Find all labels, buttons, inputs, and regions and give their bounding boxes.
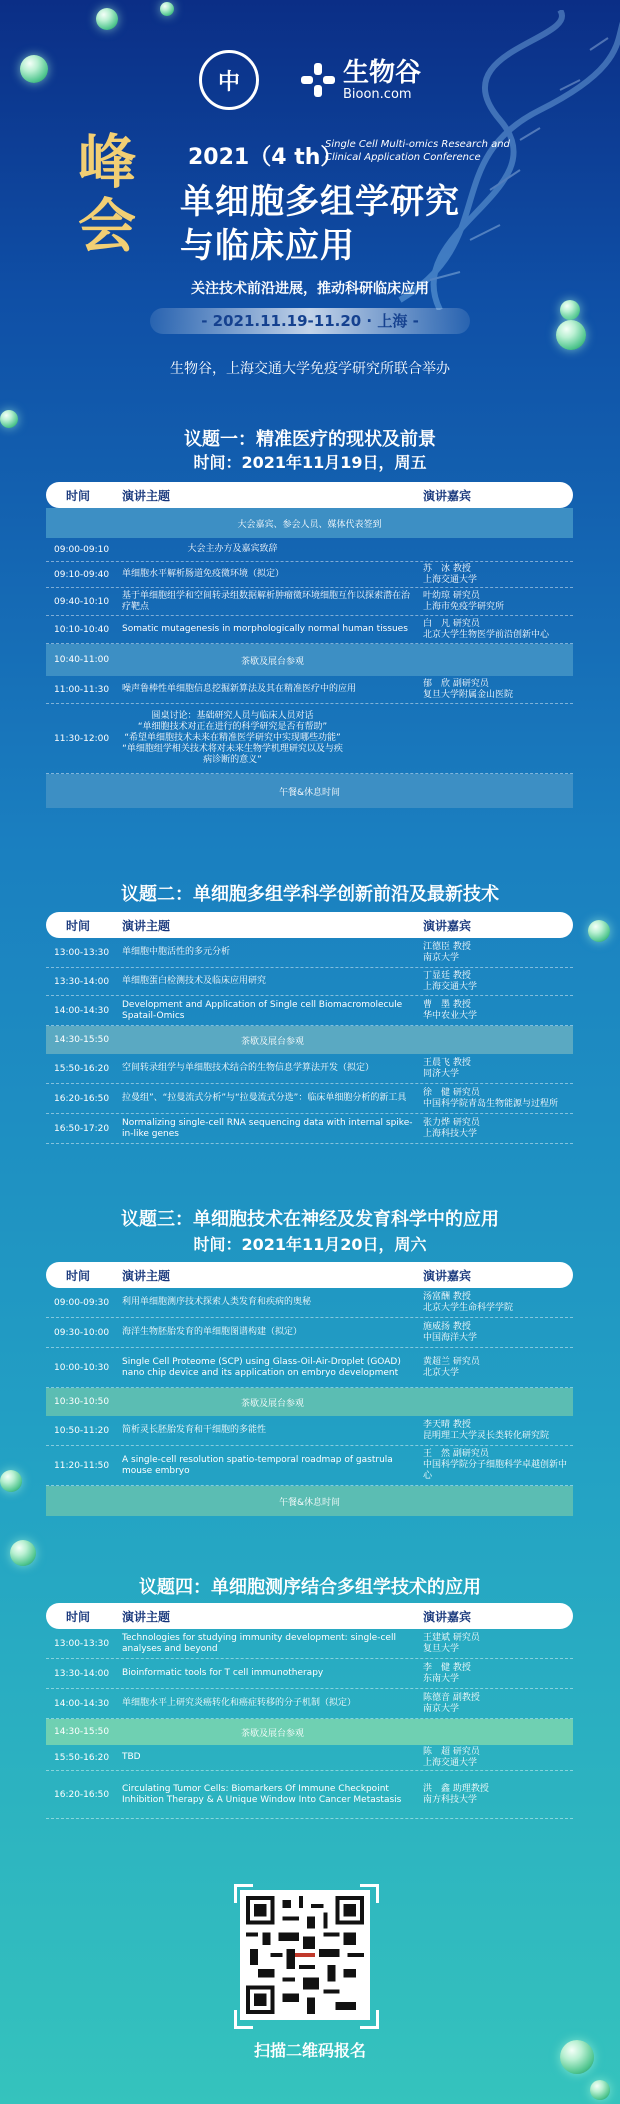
header-time: 时间 bbox=[66, 1609, 91, 1624]
talk-time: 15:50-16:20 bbox=[54, 1063, 110, 1074]
qr-frame-corner bbox=[360, 1884, 379, 1903]
table-row bbox=[46, 1054, 573, 1084]
header-logos bbox=[0, 50, 620, 110]
agenda-table bbox=[46, 1262, 573, 1516]
date-location-bar: - 2021.11.19-11.20 · 上海 - bbox=[150, 308, 470, 334]
break-band bbox=[46, 1026, 573, 1054]
talk-topic: Normalizing single-cell RNA sequencing data with internal spike-in-like genes bbox=[122, 1117, 413, 1139]
break-band bbox=[46, 1388, 573, 1416]
molecule-orb bbox=[96, 8, 118, 30]
talk-topic: 单细胞水平上研究炎癌转化和癌症转移的分子机制（拟定） bbox=[122, 1698, 357, 1708]
english-title: Single Cell Multi-omics Research and Clinical Application Conference bbox=[325, 139, 510, 163]
talk-topic: Somatic mutagenesis in morphologically normal human tissues bbox=[122, 624, 408, 634]
talk-time: 15:50-16:20 bbox=[54, 1752, 110, 1763]
talk-topic: TBD bbox=[122, 1752, 141, 1762]
talk-time: 14:00-14:30 bbox=[54, 1698, 110, 1709]
table-row bbox=[46, 1348, 573, 1388]
talk-time: 10:50-11:20 bbox=[54, 1425, 110, 1436]
session-date: 时间：2021年11月19日，周五 bbox=[193, 453, 427, 472]
session-date: 时间：2021年11月20日，周六 bbox=[193, 1235, 427, 1254]
talk-speaker: 王晨飞 教授 同济大学 bbox=[423, 1057, 471, 1079]
table-row bbox=[46, 1659, 573, 1689]
talk-time: 16:50-17:20 bbox=[54, 1123, 110, 1134]
table-row bbox=[46, 1084, 573, 1114]
break-time: 14:30-15:50 bbox=[54, 1035, 110, 1045]
session-title: 议题一：精准医疗的现状及前景 bbox=[184, 429, 436, 450]
table-row bbox=[46, 1446, 573, 1486]
talk-topic: 单细胞蛋白检测技术及临床应用研究 bbox=[122, 976, 267, 986]
table-row bbox=[46, 1629, 573, 1659]
table-row bbox=[46, 1318, 573, 1348]
table-row bbox=[46, 538, 573, 562]
table-row bbox=[46, 1288, 573, 1318]
talk-speaker: 叶幼琼 研究员 上海市免疫学研究所 bbox=[423, 590, 505, 612]
talk-topic: Bioinformatic tools for T cell immunotherapy bbox=[122, 1668, 324, 1678]
molecule-orb bbox=[0, 1470, 22, 1492]
talk-time: 13:30-14:00 bbox=[54, 976, 110, 987]
table-header bbox=[46, 912, 573, 938]
qr-frame-corner bbox=[234, 1884, 253, 1903]
break-label: 大会嘉宾、参会人员、媒体代表签到 bbox=[237, 519, 382, 530]
session-title: 议题四：单细胞测序结合多组学技术的应用 bbox=[139, 1577, 481, 1598]
agenda-table bbox=[46, 912, 573, 1144]
talk-speaker: 丁显廷 教授 上海交通大学 bbox=[423, 970, 478, 992]
header-topic: 演讲主题 bbox=[122, 1268, 171, 1283]
talk-topic: A single-cell resolution spatio-temporal roadmap of gastrula mouse embryo bbox=[122, 1454, 393, 1476]
break-label: 茶歇及展台参观 bbox=[240, 1036, 304, 1047]
institute-seal-logo: 中 bbox=[199, 50, 259, 110]
talk-time: 16:20-16:50 bbox=[54, 1789, 110, 1800]
talk-speaker: 郁 欣 副研究员 复旦大学附属金山医院 bbox=[423, 678, 514, 700]
molecule-orb bbox=[10, 1540, 36, 1566]
break-label: 茶歇及展台参观 bbox=[240, 1728, 304, 1739]
talk-speaker: 白 凡 研究员 北京大学生物医学前沿创新中心 bbox=[423, 618, 550, 640]
molecule-orb bbox=[588, 920, 610, 942]
title-line-2: 与临床应用 bbox=[180, 226, 355, 266]
table-row bbox=[46, 1114, 573, 1144]
table-row bbox=[46, 1416, 573, 1446]
tagline: 关注技术前沿进展，推动科研临床应用 bbox=[191, 281, 429, 297]
talk-topic: Single Cell Proteome (SCP) using Glass-Oil-Air-Droplet (GOAD) nano chip device and its application on embryo development bbox=[122, 1356, 401, 1378]
break-band bbox=[46, 774, 573, 808]
agenda-table bbox=[46, 1603, 573, 1819]
break-band bbox=[46, 1719, 573, 1745]
talk-speaker: 施威扬 教授 中国海洋大学 bbox=[423, 1321, 478, 1343]
title-line-1: 单细胞多组学研究 bbox=[180, 182, 460, 222]
talk-topic: 大会主办方及嘉宾致辞 bbox=[187, 544, 278, 554]
talk-time: 13:00-13:30 bbox=[54, 947, 110, 958]
header-time: 时间 bbox=[66, 488, 91, 503]
talk-time: 13:30-14:00 bbox=[54, 1668, 110, 1679]
talk-speaker: 曹 墨 教授 华中农业大学 bbox=[423, 999, 478, 1021]
edition-year: 2021（4 th） bbox=[188, 145, 343, 170]
talk-topic: 噪声鲁棒性单细胞信息挖掘新算法及其在精准医疗中的应用 bbox=[122, 684, 357, 694]
talk-topic: 圆桌讨论：基础研究人员与临床人员对话 “单细胞技术对正在进行的科学研究是否有帮助” “希望单细胞技术未来在精准医学研究中实现哪些功能” “单细胞组学相关技术将对未来生物学机理研究以及与疾病诊断的意义” bbox=[122, 711, 343, 765]
break-time: 10:40-11:00 bbox=[54, 655, 110, 665]
table-row bbox=[46, 616, 573, 644]
molecule-orb bbox=[556, 320, 586, 350]
talk-time: 10:10-10:40 bbox=[54, 624, 110, 635]
talk-speaker: 江德臣 教授 南京大学 bbox=[423, 941, 471, 963]
break-time: 10:30-10:50 bbox=[54, 1397, 110, 1407]
registration-qr-code[interactable] bbox=[240, 1890, 370, 2020]
talk-speaker: 陈德音 副教授 南京大学 bbox=[423, 1692, 480, 1714]
talk-speaker: 王建斌 研究员 复旦大学 bbox=[423, 1632, 480, 1654]
table-header bbox=[46, 482, 573, 508]
bioon-mark-icon bbox=[299, 61, 337, 99]
talk-time: 09:10-09:40 bbox=[54, 569, 110, 580]
header-speaker: 演讲嘉宾 bbox=[423, 1268, 472, 1283]
table-row bbox=[46, 1745, 573, 1771]
break-label: 茶歇及展台参观 bbox=[240, 1398, 304, 1409]
bioon-logo bbox=[299, 59, 421, 102]
talk-topic: 单细胞水平解析肠道免疫微环境（拟定） bbox=[122, 569, 285, 579]
talk-time: 10:00-10:30 bbox=[54, 1362, 110, 1373]
talk-topic: 基于单细胞组学和空间转录组数据解析肿瘤微环境细胞互作以探索潜在治疗靶点 bbox=[122, 590, 411, 612]
talk-time: 09:40-10:10 bbox=[54, 596, 110, 607]
molecule-orb bbox=[160, 2, 174, 16]
break-band bbox=[46, 508, 573, 538]
talk-topic: 利用单细胞测序技术探索人类发育和疾病的奥秘 bbox=[122, 1297, 312, 1307]
talk-time: 11:00-11:30 bbox=[54, 684, 110, 695]
qr-caption: 扫描二维码报名 bbox=[253, 2041, 366, 2060]
session-title: 议题三：单细胞技术在神经及发育科学中的应用 bbox=[121, 1209, 499, 1230]
talk-time: 11:20-11:50 bbox=[54, 1460, 110, 1471]
talk-topic: Technologies for studying immunity development: single-cell analyses and beyond bbox=[122, 1632, 396, 1654]
header-topic: 演讲主题 bbox=[122, 1609, 171, 1624]
header-topic: 演讲主题 bbox=[122, 918, 171, 933]
molecule-orb bbox=[560, 300, 580, 320]
summit-calligraphy: 峰会 bbox=[77, 128, 136, 260]
session-title: 议题二：单细胞多组学科学创新前沿及最新技术 bbox=[121, 884, 499, 905]
talk-topic: Development and Application of Single cell Biomacromolecule Spatail-Omics bbox=[122, 999, 403, 1021]
header-speaker: 演讲嘉宾 bbox=[423, 1609, 472, 1624]
talk-time: 16:20-16:50 bbox=[54, 1093, 110, 1104]
talk-time: 13:00-13:30 bbox=[54, 1638, 110, 1649]
talk-time: 14:00-14:30 bbox=[54, 1005, 110, 1016]
break-label: 午餐&休息时间 bbox=[278, 1497, 341, 1508]
table-header bbox=[46, 1262, 573, 1288]
break-label: 午餐&休息时间 bbox=[278, 787, 341, 798]
talk-speaker: 陈 超 研究员 上海交通大学 bbox=[423, 1746, 480, 1768]
talk-time: 09:00-09:30 bbox=[54, 1297, 110, 1308]
talk-speaker: 黄超兰 研究员 北京大学 bbox=[423, 1356, 480, 1378]
header-topic: 演讲主题 bbox=[122, 488, 171, 503]
header-speaker: 演讲嘉宾 bbox=[423, 488, 472, 503]
header-speaker: 演讲嘉宾 bbox=[423, 918, 472, 933]
talk-topic: 拉曼组”、“拉曼流式分析”与“拉曼流式分选”：临床单细胞分析的新工具 bbox=[122, 1093, 407, 1103]
qr-frame-corner bbox=[360, 2010, 379, 2029]
talk-speaker: 苏 冰 教授 上海交通大学 bbox=[423, 563, 478, 585]
talk-time: 09:30-10:00 bbox=[54, 1327, 110, 1338]
talk-speaker: 汤富酬 教授 北京大学生命科学学院 bbox=[423, 1291, 514, 1313]
table-row bbox=[46, 704, 573, 774]
talk-topic: 海洋生物胚胎发育的单细胞图谱构建（拟定） bbox=[122, 1327, 303, 1337]
table-row bbox=[46, 1771, 573, 1819]
qr-frame-corner bbox=[234, 2010, 253, 2029]
agenda-table bbox=[46, 482, 573, 808]
organizers-line: 生物谷，上海交通大学免疫学研究所联合举办 bbox=[170, 361, 450, 377]
talk-speaker: 张力烨 研究员 上海科技大学 bbox=[423, 1117, 480, 1139]
header-time: 时间 bbox=[66, 1268, 91, 1283]
break-time: 14:30-15:50 bbox=[54, 1727, 110, 1737]
talk-topic: Circulating Tumor Cells: Biomarkers Of Immune Checkpoint Inhibition Therapy & A Unique Window Into Cancer Metastasis bbox=[122, 1783, 402, 1805]
talk-topic: 空间转录组学与单细胞技术结合的生物信息学算法开发（拟定） bbox=[122, 1063, 375, 1073]
table-row bbox=[46, 968, 573, 996]
break-band bbox=[46, 644, 573, 676]
break-label: 茶歇及展台参观 bbox=[240, 656, 304, 667]
table-row bbox=[46, 588, 573, 616]
qr-pattern-icon bbox=[246, 1896, 364, 2014]
talk-speaker: 李 健 教授 东南大学 bbox=[423, 1662, 471, 1684]
bioon-cn-name: 生物谷 bbox=[342, 57, 421, 88]
talk-topic: 简析灵长胚胎发育和干细胞的多能性 bbox=[122, 1425, 267, 1435]
molecule-orb bbox=[590, 2080, 610, 2100]
break-band bbox=[46, 1486, 573, 1516]
talk-speaker: 王 然 副研究员 中国科学院分子细胞科学卓越创新中心 bbox=[423, 1449, 568, 1481]
talk-speaker: 洪 鑫 助理教授 南方科技大学 bbox=[423, 1783, 489, 1805]
bioon-en-name: Bioon.com bbox=[342, 86, 412, 102]
talk-time: 09:00-09:10 bbox=[54, 544, 110, 555]
talk-speaker: 徐 健 研究员 中国科学院青岛生物能源与过程所 bbox=[423, 1087, 559, 1109]
talk-topic: 单细胞中胞活性的多元分析 bbox=[122, 947, 231, 957]
talk-time: 11:30-12:00 bbox=[54, 733, 110, 744]
table-row bbox=[46, 938, 573, 968]
header-time: 时间 bbox=[66, 918, 91, 933]
table-header bbox=[46, 1603, 573, 1629]
table-row bbox=[46, 562, 573, 588]
table-row bbox=[46, 1689, 573, 1719]
talk-speaker: 李天晴 教授 昆明理工大学灵长类转化研究院 bbox=[423, 1419, 550, 1441]
table-row bbox=[46, 676, 573, 704]
table-row bbox=[46, 996, 573, 1026]
